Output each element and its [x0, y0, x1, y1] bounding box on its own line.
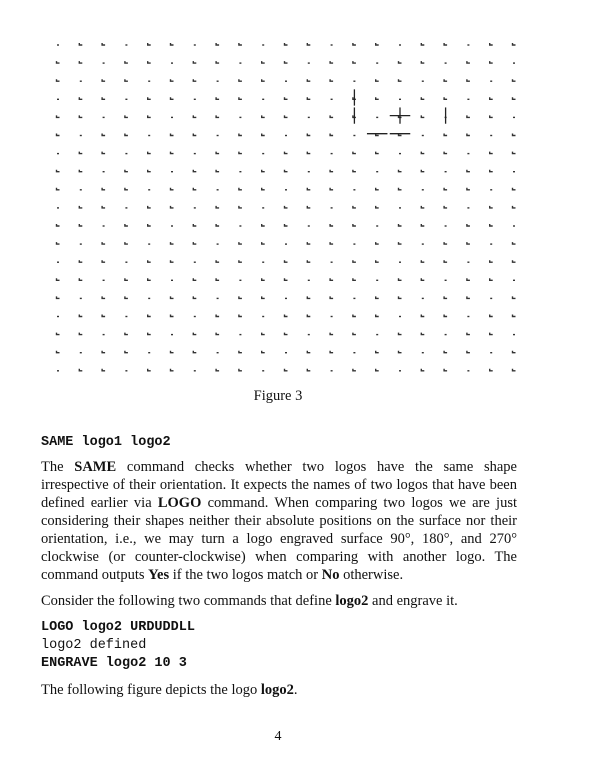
grid-node: [307, 97, 310, 99]
grid-node: [102, 188, 105, 190]
grid-node: [467, 224, 470, 226]
grid-node: [421, 97, 424, 99]
figure-intro-logo-name: logo2: [260, 682, 294, 698]
grid-node: [513, 43, 516, 45]
grid-node: [148, 315, 151, 317]
grid-node: [79, 333, 82, 335]
grid-node: [239, 97, 242, 99]
grid-node: [125, 278, 128, 280]
grid-node: [171, 315, 174, 317]
grid-node: [148, 97, 151, 99]
grid-node: [262, 333, 265, 335]
grid-node: [353, 43, 356, 45]
grid-node: [376, 43, 379, 45]
grid-node: [399, 333, 402, 335]
grid-node: [307, 79, 310, 81]
grid-node: [216, 224, 219, 226]
consider-text-after: and engrave it.: [368, 593, 458, 609]
grid-node: [353, 333, 356, 335]
grid-node: [285, 206, 288, 208]
grid-node: [513, 296, 516, 298]
grid-node: [125, 224, 128, 226]
grid-node: [376, 296, 379, 298]
grid-node: [307, 315, 310, 317]
grid-node: [193, 61, 196, 63]
grid-node: [193, 242, 196, 244]
grid-node: [421, 43, 424, 45]
grid-node: [421, 315, 424, 317]
grid-node: [262, 351, 265, 353]
grid-node: [148, 170, 151, 172]
grid-node: [285, 315, 288, 317]
grid-node: [57, 333, 60, 335]
grid-node: [307, 134, 310, 136]
grid-node: [216, 206, 219, 208]
grid-node: [79, 43, 82, 45]
grid-node: [444, 369, 447, 371]
grid-node: [216, 115, 219, 117]
grid-node: [79, 170, 82, 172]
grid-node: [262, 61, 265, 63]
grid-node: [239, 134, 242, 136]
grid-node: [421, 260, 424, 262]
grid-node: [239, 369, 242, 371]
grid-node: [467, 296, 470, 298]
grid-node: [399, 296, 402, 298]
grid-node: [102, 242, 105, 244]
grid-node: [376, 369, 379, 371]
grid-node: [239, 296, 242, 298]
grid-node: [102, 296, 105, 298]
grid-node: [490, 170, 493, 172]
grid-node: [125, 188, 128, 190]
grid-node: [399, 351, 402, 353]
grid-node: [353, 170, 356, 172]
grid-node: [307, 369, 310, 371]
grid-node: [421, 278, 424, 280]
grid-node: [467, 242, 470, 244]
grid-node: [262, 188, 265, 190]
grid-node: [330, 278, 333, 280]
grid-node: [262, 79, 265, 81]
grid-node: [307, 296, 310, 298]
grid-node: [376, 351, 379, 353]
grid-node: [148, 278, 151, 280]
grid-node: [125, 351, 128, 353]
grid-node: [285, 115, 288, 117]
grid-node: [307, 206, 310, 208]
grid-node: [79, 206, 82, 208]
grid-node: [330, 351, 333, 353]
grid-node: [444, 315, 447, 317]
grid-node: [79, 260, 82, 262]
grid-node: [444, 97, 447, 99]
consider-text-before: Consider the following two commands that define: [41, 593, 336, 609]
grid-node: [193, 224, 196, 226]
grid-node: [399, 242, 402, 244]
grid-node: [148, 43, 151, 45]
grid-node: [102, 79, 105, 81]
grid-node: [307, 43, 310, 45]
grid-node: [262, 134, 265, 136]
grid-node: [467, 351, 470, 353]
grid-node: [57, 170, 60, 172]
grid-node: [330, 242, 333, 244]
grid-node: [307, 351, 310, 353]
grid-node: [79, 278, 82, 280]
grid-node: [262, 170, 265, 172]
grid-node: [148, 260, 151, 262]
grid-node: [193, 115, 196, 117]
grid-node: [513, 242, 516, 244]
grid-node: [376, 315, 379, 317]
grid-node: [193, 333, 196, 335]
grid-node: [444, 79, 447, 81]
grid-node: [216, 170, 219, 172]
figure-intro-after: .: [293, 682, 298, 698]
grid-node: [421, 333, 424, 335]
grid-node: [490, 206, 493, 208]
grid-node: [193, 296, 196, 298]
grid-node: [399, 278, 402, 280]
grid-node: [353, 224, 356, 226]
grid-node: [490, 152, 493, 154]
grid-node: [490, 260, 493, 262]
grid-node: [285, 333, 288, 335]
grid-node: [125, 134, 128, 136]
grid-node: [421, 115, 424, 117]
grid-node: [444, 134, 447, 136]
grid-node: [79, 115, 82, 117]
grid-node: [57, 115, 60, 117]
grid-node: [467, 278, 470, 280]
grid-node: [490, 278, 493, 280]
grid-node: [239, 188, 242, 190]
grid-node: [285, 152, 288, 154]
grid-node: [148, 333, 151, 335]
grid-node: [467, 79, 470, 81]
grid-node: [307, 188, 310, 190]
grid-node: [376, 206, 379, 208]
grid-node: [57, 278, 60, 280]
grid-node: [216, 97, 219, 99]
grid-node: [125, 79, 128, 81]
grid-node: [262, 296, 265, 298]
grid-node: [444, 242, 447, 244]
grid-node: [262, 224, 265, 226]
grid-node: [330, 61, 333, 63]
grid-node: [444, 260, 447, 262]
grid-node: [216, 333, 219, 335]
grid-node: [444, 188, 447, 190]
grid-node: [421, 61, 424, 63]
grid-node: [239, 260, 242, 262]
grid-node: [376, 242, 379, 244]
grid-node: [330, 79, 333, 81]
grid-node: [330, 170, 333, 172]
grid-node: [330, 224, 333, 226]
grid-node: [421, 369, 424, 371]
grid-node: [421, 224, 424, 226]
grid-node: [102, 351, 105, 353]
logo-command-output: logo2 defined: [41, 638, 147, 653]
grid-node: [102, 97, 105, 99]
grid-node: [467, 61, 470, 63]
consider-logo-name: logo2: [335, 593, 369, 609]
grid-node: [353, 260, 356, 262]
grid-node: [467, 134, 470, 136]
grid-node: [193, 188, 196, 190]
engraving-surface-grid: [0, 0, 611, 380]
grid-node: [125, 170, 128, 172]
grid-node: [193, 278, 196, 280]
grid-node: [57, 351, 60, 353]
grid-node: [171, 351, 174, 353]
grid-node: [444, 152, 447, 154]
grid-node: [353, 369, 356, 371]
grid-node: [444, 296, 447, 298]
grid-node: [148, 224, 151, 226]
grid-node: [330, 134, 333, 136]
grid-node: [171, 188, 174, 190]
grid-node: [285, 278, 288, 280]
grid-node: [171, 43, 174, 45]
grid-node: [376, 260, 379, 262]
grid-node: [376, 188, 379, 190]
grid-node: [216, 315, 219, 317]
grid-node: [285, 224, 288, 226]
grid-node: [148, 61, 151, 63]
grid-node: [262, 278, 265, 280]
grid-node: [193, 170, 196, 172]
logo-command: LOGO logo2 URDUDDLL: [41, 620, 195, 635]
figure-intro-paragraph: [41, 681, 517, 699]
grid-node: [57, 134, 60, 136]
grid-node: [490, 61, 493, 63]
grid-node: [513, 260, 516, 262]
grid-node: [513, 97, 516, 99]
grid-node: [467, 188, 470, 190]
grid-node: [102, 260, 105, 262]
grid-node: [444, 206, 447, 208]
grid-node: [513, 351, 516, 353]
grid-node: [239, 206, 242, 208]
grid-node: [399, 188, 402, 190]
grid-node: [216, 43, 219, 45]
grid-node: [57, 296, 60, 298]
grid-node: [490, 224, 493, 226]
grid-node: [125, 115, 128, 117]
grid-node: [79, 152, 82, 154]
same-command-description: [41, 458, 517, 584]
grid-node: [490, 115, 493, 117]
grid-node: [376, 97, 379, 99]
grid-node: [444, 351, 447, 353]
grid-node: [148, 206, 151, 208]
grid-node: [285, 170, 288, 172]
grid-node: [330, 296, 333, 298]
grid-node: [171, 260, 174, 262]
grid-node: [513, 79, 516, 81]
grid-node: [171, 296, 174, 298]
grid-node: [171, 134, 174, 136]
grid-node: [171, 97, 174, 99]
figure-intro-before: The following figure depicts the logo: [41, 682, 261, 698]
grid-node: [102, 369, 105, 371]
grid-node: [171, 242, 174, 244]
grid-node: [490, 315, 493, 317]
grid-node: [285, 260, 288, 262]
grid-node: [193, 351, 196, 353]
same-description-text: The SAME command checks whether two logos have the same shape irrespective of their orientation. It expects the names of two logos that have been defined earlier via LOGO command. When comparing two logos we are just considering their shapes neither their absolute positions on the surface nor their orientation, i.e., we may turn a logo engraved surface 90°, 180°, and 270° clockwise (or counter-clockwise) when comparing with another logo. The command outputs Yes if the two logos match or No otherwise.: [41, 459, 517, 583]
grid-node: [262, 242, 265, 244]
grid-node: [79, 61, 82, 63]
grid-node: [148, 152, 151, 154]
grid-node: [513, 369, 516, 371]
grid-node: [399, 170, 402, 172]
grid-node: [57, 61, 60, 63]
grid-node: [79, 97, 82, 99]
grid-node: [239, 315, 242, 317]
grid-node: [171, 206, 174, 208]
grid-node: [353, 152, 356, 154]
grid-node: [421, 152, 424, 154]
grid-node: [216, 278, 219, 280]
grid-node: [490, 333, 493, 335]
grid-node: [57, 224, 60, 226]
grid-node: [330, 188, 333, 190]
grid-node: [193, 79, 196, 81]
grid-node: [79, 315, 82, 317]
grid-node: [444, 43, 447, 45]
grid-node: [125, 61, 128, 63]
grid-node: [102, 206, 105, 208]
grid-node: [330, 333, 333, 335]
grid-node: [490, 97, 493, 99]
grid-node: [513, 188, 516, 190]
grid-node: [79, 224, 82, 226]
grid-node: [102, 134, 105, 136]
grid-node: [376, 79, 379, 81]
grid-node: [125, 242, 128, 244]
grid-node: [421, 206, 424, 208]
grid-node: [57, 79, 60, 81]
grid-node: [467, 333, 470, 335]
grid-node: [513, 315, 516, 317]
grid-node: [79, 369, 82, 371]
grid-node: [239, 43, 242, 45]
grid-node: [307, 260, 310, 262]
grid-node: [353, 315, 356, 317]
grid-node: [285, 369, 288, 371]
grid-node: [171, 369, 174, 371]
grid-node: [239, 79, 242, 81]
grid-node: [57, 242, 60, 244]
grid-node: [490, 369, 493, 371]
grid-node: [307, 152, 310, 154]
grid-node: [513, 134, 516, 136]
grid-node: [513, 206, 516, 208]
grid-node: [307, 242, 310, 244]
grid-node: [285, 61, 288, 63]
grid-node: [399, 79, 402, 81]
grid-node: [216, 260, 219, 262]
grid-node: [125, 296, 128, 298]
grid-node: [193, 134, 196, 136]
grid-node: [216, 152, 219, 154]
grid-node: [148, 115, 151, 117]
grid-node: [376, 152, 379, 154]
grid-node: [125, 333, 128, 335]
consider-paragraph: [41, 592, 517, 610]
grid-node: [171, 79, 174, 81]
grid-node: [239, 242, 242, 244]
grid-node: [239, 152, 242, 154]
grid-node: [399, 224, 402, 226]
grid-node: [513, 152, 516, 154]
grid-node: [330, 115, 333, 117]
page-number: 4: [274, 729, 282, 744]
grid-node: [148, 369, 151, 371]
grid-node: [467, 115, 470, 117]
grid-node: [216, 61, 219, 63]
same-command-heading: SAME logo1 logo2: [41, 435, 171, 450]
grid-node: [102, 315, 105, 317]
grid-node: [285, 43, 288, 45]
grid-node: [490, 43, 493, 45]
figure-caption: Figure 3: [253, 388, 303, 404]
grid-node: [102, 43, 105, 45]
grid-node: [399, 61, 402, 63]
grid-node: [57, 188, 60, 190]
grid-node: [285, 97, 288, 99]
grid-node: [467, 170, 470, 172]
grid-node: [102, 152, 105, 154]
engrave-command: ENGRAVE logo2 10 3: [41, 656, 187, 671]
grid-node: [353, 206, 356, 208]
grid-node: [171, 152, 174, 154]
grid-node: [262, 115, 265, 117]
grid-node: [353, 61, 356, 63]
grid-node: [216, 369, 219, 371]
grid-node: [239, 351, 242, 353]
grid-node: [353, 278, 356, 280]
grid-node: [421, 170, 424, 172]
